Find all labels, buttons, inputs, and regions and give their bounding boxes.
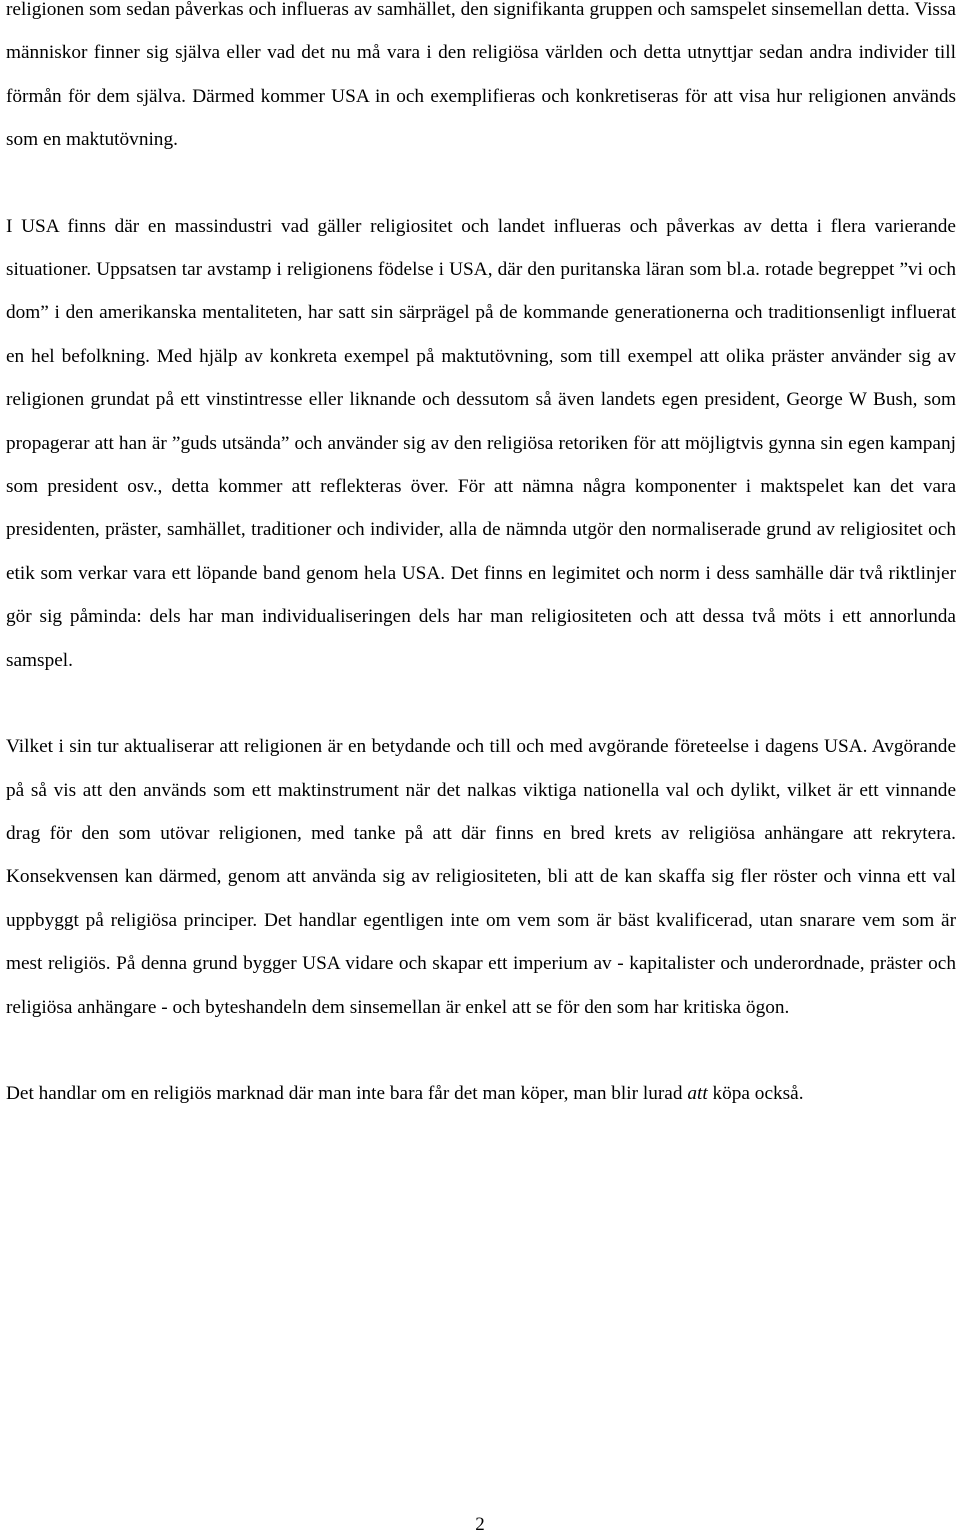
paragraph-3: Vilket i sin tur aktualiserar att religionen är en betydande och till och med avgörande företeelse i dagens USA. Avgörande på så vis att den används som ett maktinstrument när det nalkas viktiga nationella val och dylikt, vilket är ett vinnande drag för den som utövar religionen, med tanke på att där finns en bred krets av religiösa anhängare att rekrytera. Konsekvensen kan därmed, genom att använda sig av religiositeten, bli att de kan skaffa sig fler röster och vinna ett val uppbyggt på religiösa principer. Det handlar egentligen inte om vem som är bäst kvalificerad, utan snarare vem som är mest religiös. På denna grund bygger USA vidare och skapar ett imperium av - kapitalister och underordnade, präster och religiösa anhängare - och byteshandeln dem sinsemellan är enkel att se för den som har kritiska ögon. xyxy=(6,736,956,1018)
paragraph-4-text-after: köpa också. xyxy=(707,1082,804,1104)
paragraph-4 xyxy=(6,1072,956,1115)
paragraph-1: religionen som sedan påverkas och influeras av samhället, den signifikanta gruppen och samspelet sinsemellan detta. Vissa människor finner sig själva eller vad det nu må vara i den religiösa världen och detta utnyttjar sedan andra individer till förmån för dem själva. Därmed kommer USA in och exemplifieras och konkretiseras för att visa hur religionen används som en maktutövning. xyxy=(6,0,956,151)
paragraph-2: I USA finns där en massindustri vad gäller religiositet och landet influeras och påverkas av detta i flera varierande situationer. Uppsatsen tar avstamp i religionens födelse i USA, där den puritanska läran som bl.a. rotade begreppet ”vi och dom” i den amerikanska mentaliteten, har satt sin särprägel på de kommande generationerna och traditionsenligt influerat en hel befolkning. Med hjälp av konkreta exempel på maktutövning, som till exempel att olika präster använder sig av religionen grundat på ett vinstintresse eller liknande och dessutom så även landets egen president, George W Bush, som propagerar att han är ”guds utsända” och använder sig av den religiösa retoriken för att möjligtvis gynna sin egen kampanj som president osv., detta kommer att reflekteras över. För att nämna några komponenter i maktspelet kan det vara presidenten, präster, samhället, traditioner och individer, alla de nämnda utgör den normaliserade grund av religiositet och etik som verkar vara ett löpande band genom hela USA. Det finns en legimitet och norm i dess samhälle där två riktlinjer gör sig påminda: dels har man individualiseringen dels har man religiositeten och att dessa två möts i ett annorlunda samspel. xyxy=(6,215,956,671)
paragraph-4-italic-word: att xyxy=(687,1082,708,1104)
document-page xyxy=(6,0,956,1115)
paragraph-4-text-before: Det handlar om en religiös marknad där man inte bara får det man köper, man blir lurad xyxy=(6,1082,688,1104)
page-number: 2 xyxy=(475,1514,485,1535)
